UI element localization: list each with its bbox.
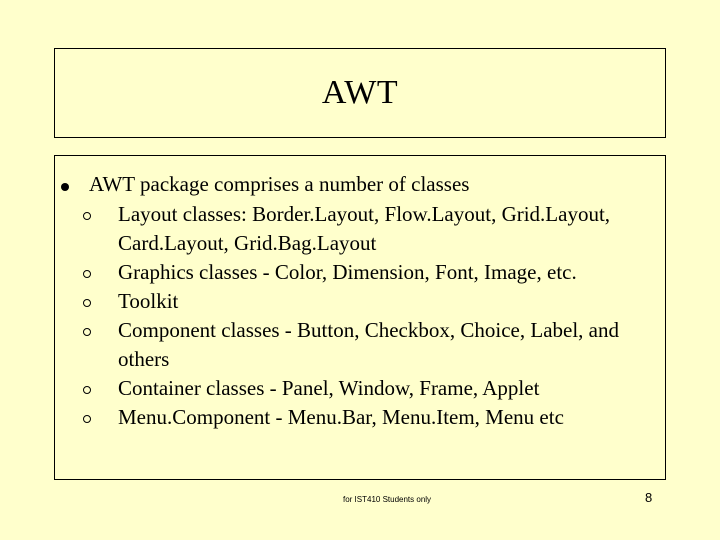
sub-bullet-text: Component classes - Button, Checkbox, Choice, Label, and others bbox=[118, 318, 619, 371]
sub-bullet-item bbox=[83, 200, 653, 258]
content-box bbox=[54, 155, 666, 480]
hollow-bullet-icon bbox=[83, 270, 91, 278]
sub-bullet-text: Layout classes: Border.Layout, Flow.Layout, Grid.Layout, Card.Layout, Grid.Bag.Layout bbox=[118, 202, 611, 255]
footer-text: for IST410 Students only bbox=[343, 495, 432, 504]
slide-title: AWT bbox=[321, 74, 399, 111]
hollow-bullet-icon bbox=[83, 328, 91, 336]
page-number: 8 bbox=[645, 490, 653, 505]
title-box bbox=[54, 48, 666, 138]
hollow-bullet-icon bbox=[83, 386, 91, 394]
filled-bullet-icon bbox=[61, 183, 69, 191]
main-bullet-text: AWT package comprises a number of classes bbox=[89, 172, 470, 196]
sub-bullet-list bbox=[83, 200, 653, 432]
sub-bullet-text: Toolkit bbox=[118, 289, 179, 313]
sub-bullet-item bbox=[83, 258, 653, 287]
sub-bullet-item bbox=[83, 316, 653, 374]
hollow-bullet-icon bbox=[83, 299, 91, 307]
hollow-bullet-icon bbox=[83, 212, 91, 220]
sub-bullet-text: Graphics classes - Color, Dimension, Font, Image, etc. bbox=[118, 260, 577, 284]
sub-bullet-text: Container classes - Panel, Window, Frame, Applet bbox=[118, 376, 540, 400]
sub-bullet-item bbox=[83, 287, 653, 316]
sub-bullet-item bbox=[83, 403, 653, 432]
sub-bullet-item bbox=[83, 374, 653, 403]
hollow-bullet-icon bbox=[83, 415, 91, 423]
sub-bullet-text: Menu.Component - Menu.Bar, Menu.Item, Menu etc bbox=[118, 405, 564, 429]
